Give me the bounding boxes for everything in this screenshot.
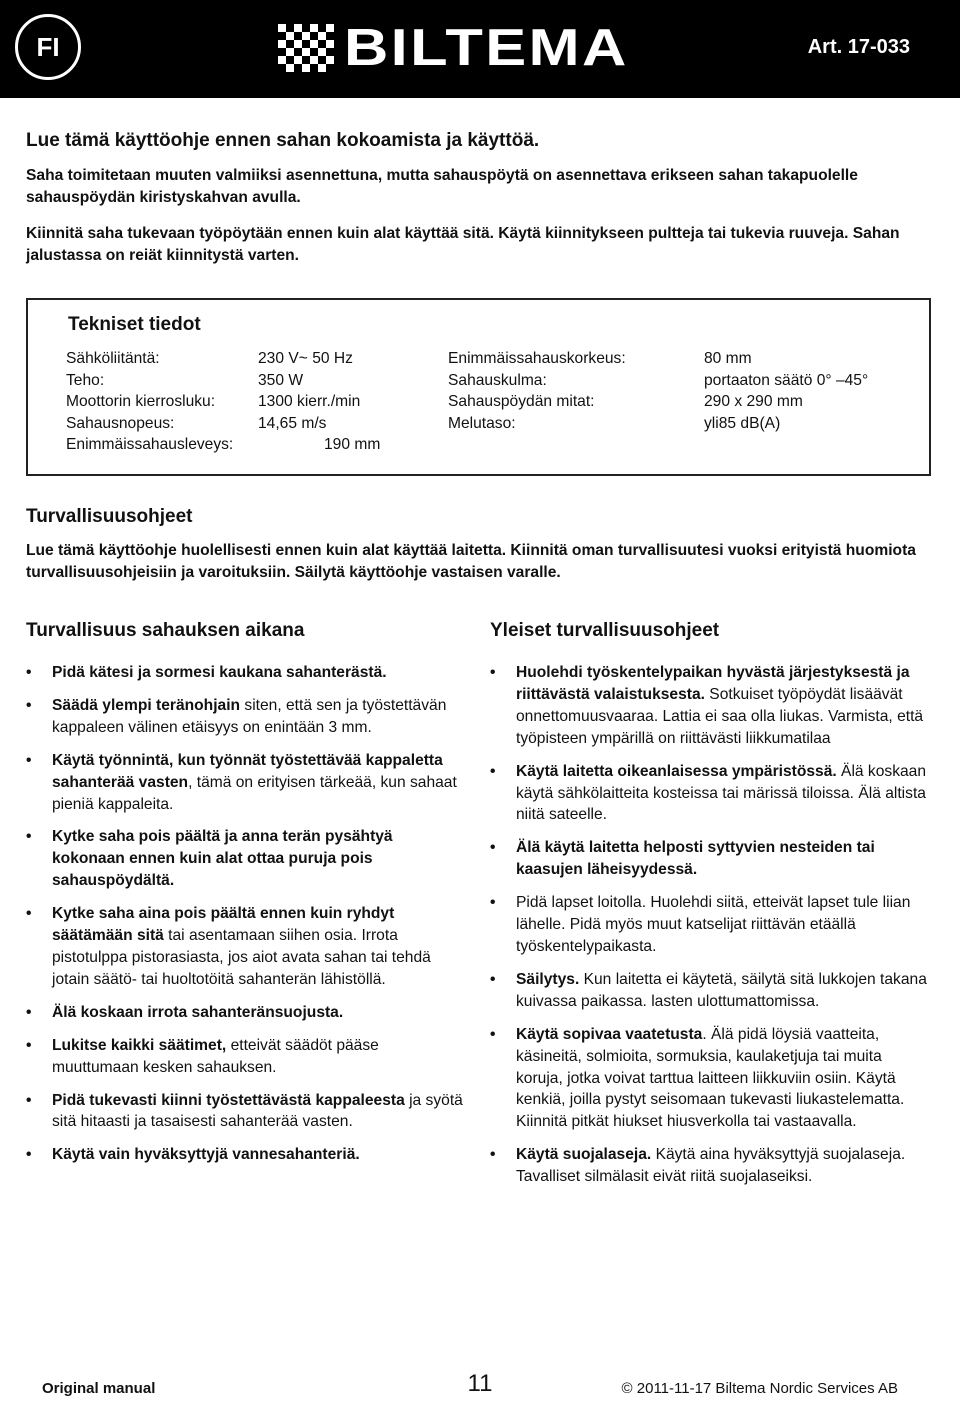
intro-section [26, 130, 926, 281]
list-item [26, 750, 466, 816]
item-text: tai asentamaan siihen osia. Irrota pistotulppa pistorasiasta, jos aiot avata sahan tai tehdä jotain säätö- tai huoltotöitä sahanterän lähistöllä. [52, 927, 431, 988]
list-item [490, 892, 930, 958]
list-item [490, 1024, 930, 1134]
spec-label: Melutaso: [448, 414, 516, 432]
list-item [26, 1090, 466, 1134]
spec-label: Sahauspöydän mitat: [448, 393, 595, 410]
list-item [490, 761, 930, 827]
item-bold-text: Älä käytä laitetta helposti syttyvien nesteiden tai kaasujen läheisyydessä. [516, 839, 875, 879]
spec-value: 14,65 m/s [258, 414, 327, 432]
bullet-icon: • [490, 762, 496, 780]
header-bar [0, 0, 960, 98]
list-item [26, 826, 466, 892]
list-item [490, 662, 930, 750]
bullet-icon: • [26, 828, 32, 846]
bullet-icon: • [490, 970, 496, 988]
spec-row [448, 370, 869, 392]
list-item [26, 1035, 466, 1079]
item-bold-text: Pidä kätesi ja sormesi kaukana sahanterästä. [52, 664, 387, 681]
spec-label: Moottorin kierrosluku: [66, 393, 216, 410]
spec-value: yli85 dB(A) [704, 414, 781, 432]
item-bold-text: Pidä tukevasti kiinni työstettävästä kappaleesta [52, 1091, 405, 1109]
brand-name: BILTEMA [344, 19, 629, 77]
bullet-icon: • [26, 905, 32, 923]
sawing-safety-section [26, 620, 466, 1177]
item-text: , tämä on erityisen tärkeää, kun sahaat pieniä kappaleita. [52, 773, 457, 813]
item-text: siten, että sen ja työstettävän kappaleen välinen etäisyys on enintään 3 mm. [52, 696, 447, 736]
checkered-flag-icon [278, 24, 334, 72]
item-bold-text: Käytä vain hyväksyttyjä vannesahanteriä. [52, 1146, 360, 1164]
spec-label: Enimmäissahauskorkeus: [448, 350, 626, 367]
bullet-icon: • [26, 751, 32, 769]
bullet-icon: • [26, 696, 32, 714]
item-bold-text: Lukitse kaikki säätimet, [52, 1036, 227, 1054]
spec-row [448, 391, 803, 413]
spec-label: Sahauskulma: [448, 371, 547, 389]
spec-value: portaaton säätö 0° –45° [704, 371, 869, 389]
technical-specs-box [26, 298, 931, 476]
spec-value: 350 W [258, 371, 304, 389]
manual-label: Original manual [42, 1380, 156, 1397]
spec-label: Sahausnopeus: [66, 414, 175, 432]
sawing-safety-heading: Turvallisuus sahauksen aikana [26, 620, 305, 641]
item-text: Sotkuiset työpöydät lisäävät onnettomuusvaaraa. Lattia ei saa olla liukas. Varmista, että työpisteen ympärillä on riittävästi liikkumatilaa [516, 685, 924, 747]
item-text: etteivät säädöt pääse muuttumaan kesken sahauksen. [52, 1036, 379, 1076]
item-bold-text: Säädä ylempi teränohjain [52, 696, 241, 714]
item-bold-text: Älä koskaan irrota sahanteränsuojusta. [52, 1003, 344, 1021]
spec-value: 80 mm [704, 350, 752, 367]
spec-label: Teho: [66, 371, 105, 389]
bullet-icon: • [26, 1091, 32, 1109]
item-bold-text: Kytke saha aina pois päältä ennen kuin ryhdyt säätämään sitä [52, 905, 395, 945]
spec-row [66, 348, 353, 370]
copyright: © 2011-11-17 Biltema Nordic Services AB [621, 1380, 898, 1397]
item-bold-text: Käytä laitetta oikeanlaisessa ympäristössä. [516, 762, 837, 780]
spec-row [66, 391, 361, 413]
bullet-icon: • [26, 664, 32, 681]
item-bold-text: Kytke saha pois päältä ja anna terän pysähtyä kokonaan ennen kuin alat ottaa puruja pois sahauspöydältä. [52, 828, 393, 890]
specs-right-column [448, 348, 869, 434]
list-item [26, 1144, 466, 1166]
intro-heading: Lue tämä käyttöohje ennen sahan kokoamista ja käyttöä. [26, 130, 540, 151]
spec-value: 1300 kierr./min [258, 393, 361, 410]
spec-value: 230 V~ 50 Hz [258, 350, 353, 367]
spec-value: 290 x 290 mm [704, 393, 803, 410]
bullet-icon: • [490, 1025, 496, 1043]
bullet-icon: • [26, 1036, 32, 1054]
bullet-icon: • [490, 1146, 496, 1164]
spec-row [448, 348, 752, 370]
item-text: Kun laitetta ei käytetä, säilytä sitä lukkojen takana kuivassa paikassa. lasten ulottumattomissa. [516, 970, 927, 1010]
general-safety-heading: Yleiset turvallisuusohjeet [490, 620, 720, 641]
safety-instructions [26, 506, 936, 584]
spec-label: Enimmäissahausleveys: [66, 436, 234, 453]
sawing-safety-list [26, 662, 466, 1166]
bullet-icon: • [26, 1146, 32, 1164]
item-text: Pidä lapset loitolla. Huolehdi siitä, etteivät lapset tule liian lähelle. Pidä myös muut katselijat riittävän etäällä työskentelypaikasta. [516, 894, 911, 955]
article-number: Art. 17-033 [807, 36, 910, 58]
bullet-icon: • [490, 894, 496, 912]
spec-row [66, 434, 381, 456]
item-bold-text: Käytä suojalaseja. [516, 1146, 652, 1164]
list-item [26, 662, 466, 684]
general-safety-list [490, 662, 930, 1188]
page-footer [0, 1370, 960, 1406]
bullet-icon: • [490, 839, 496, 857]
page-number: 11 [467, 1370, 493, 1397]
spec-row [66, 413, 327, 435]
item-text: Älä koskaan käytä sähkölaitteita kosteissa tai märissä tiloissa. Älä altista niitä sateelle. [516, 762, 927, 824]
bullet-icon: • [490, 664, 496, 681]
list-item [490, 1144, 930, 1188]
item-text: ja syötä sitä hitaasti ja tasaisesti sahanterää vasten. [52, 1091, 463, 1131]
language-badge: FI [15, 14, 81, 80]
intro-paragraph-1: Saha toimitetaan muuten valmiiksi asennettuna, mutta sahauspöytä on asennettava erikseen sahan takapuolelle sahauspöydän kiristyskahvan avulla. [26, 167, 858, 206]
bullet-icon: • [26, 1003, 32, 1021]
intro-paragraph-2: Kiinnitä saha tukevaan työpöytään ennen kuin alat käyttää sitä. Käytä kiinnitykseen pultteja tai tukevia ruuveja. Sahan jalustassa on reiät kiinnitystä varten. [26, 225, 900, 264]
safety-heading: Turvallisuusohjeet [26, 506, 193, 527]
spec-row [66, 370, 304, 392]
spec-row [448, 413, 781, 435]
item-bold-text: Käytä sopivaa vaatetusta [516, 1025, 703, 1043]
item-bold-text: Säilytys. [516, 970, 580, 988]
list-item [490, 837, 930, 881]
safety-text: Lue tämä käyttöohje huolellisesti ennen kuin alat käyttää laitetta. Kiinnitä oman turvallisuutesi vuoksi erityistä huomiota turvallisuusohjeisiin ja varoituksiin. Säilytä käyttöohje vastaisen varalle. [26, 542, 916, 581]
item-bold-text: Huolehdi työskentelypaikan hyvästä järjestyksestä ja riittävästä valaistuksesta. [516, 664, 910, 703]
specs-title: Tekniset tiedot [68, 314, 201, 335]
brand-logo [278, 19, 629, 77]
list-item [26, 903, 466, 991]
spec-value: 190 mm [324, 436, 381, 453]
item-text: . Älä pidä löysiä vaatteita, käsineitä, solmioita, sormuksia, kaulaketjuja tai muita koruja, jotka voivat tarttua laitteen liikkuviin osiin. Käytä kenkiä, joilla pystyt seisomaan tukevasti liukastelematta. Kiinnitä pitkät hiukset hiusverkolla tai vastaavalla. [516, 1025, 905, 1131]
list-item [26, 695, 466, 739]
item-bold-text: Käytä työnnintä, kun työnnät työstettävää kappaletta sahanterää vasten [52, 751, 443, 791]
item-text: Käytä aina hyväksyttyjä suojalaseja. Tavalliset silmälasit eivät riitä suojalaseiksi. [516, 1146, 906, 1186]
list-item [490, 969, 930, 1013]
list-item [26, 1002, 466, 1024]
general-safety-section [490, 620, 930, 1199]
specs-left-column [66, 348, 381, 456]
spec-label: Sähköliitäntä: [66, 350, 160, 367]
